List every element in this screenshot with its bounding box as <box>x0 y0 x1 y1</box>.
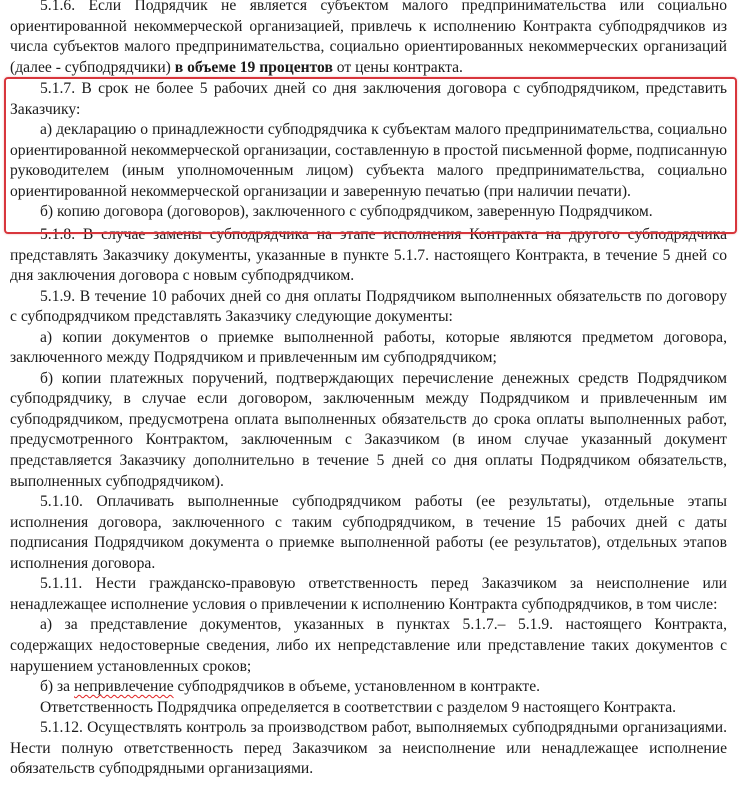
paragraph-5-1-11-a: а) за представление документов, указанных в пунктах 5.1.7.– 5.1.9. настоящего Контракта, содержащих недостоверные сведения, либо их непредставление или представление таких документов с нарушением установленных сроков; <box>10 616 727 675</box>
paragraph-5-1-10: 5.1.10. Оплачивать выполненные субподрядчиком работы (ее результаты), отдельные этапы исполнения договора, заключенного с таким субподрядчиком, в течение 15 рабочих дней с даты подписания Подрядчиком документа о приемке выполненной работы (ее результатов), отдельных этапов исполнения договора. <box>10 493 727 572</box>
paragraph-text: б) за <box>40 678 75 696</box>
paragraph-5-1-9: 5.1.9. В течение 10 рабочих дней со дня оплаты Подрядчиком выполненных обязательств по договору с субподрядчиком представлять Заказчику следующие документы: <box>10 287 727 326</box>
paragraph-text: субподрядчиков в объеме, установленном в контракте. <box>173 678 541 696</box>
paragraph-5-1-9-a: а) копии документов о приемке выполненной работы, которые являются предметом договора, заключенного между Подрядчиком и привлеченным им субподрядчиком; <box>10 328 727 367</box>
paragraph-5-1-8: 5.1.8. В случае замены субподрядчика на этапе исполнения Контракта на другого субподрядчика представлять Заказчику документы, указанные в пункте 5.1.7. настоящего Контракта, в течение 5 дней со дня заключения договора с новым субподрядчиком. <box>10 226 727 285</box>
paragraph-text: от цены контракта. <box>332 58 463 76</box>
paragraph-5-1-7-b: б) копию договора (договоров), заключенного с субподрядчиком, заверенную Подрядчиком. <box>40 203 653 221</box>
paragraph-text: 5.1.6. Если Подрядчик не является субъектом малого предпринимательства или социально ориентированной некоммерческой организацией, привлечь к исполнению Контракта субподрядчиков из числа субъектов малого предпринимательства, социально ориентированных некоммерческих организаций (далее - субподрядчики) <box>10 0 727 76</box>
paragraph-5-1-11-b <box>10 677 727 698</box>
spellcheck-misspelled-word[interactable]: непривлечение <box>74 678 174 696</box>
paragraph-5-1-11: 5.1.11. Нести гражданско-правовую ответственность перед Заказчиком за неисполнение или ненадлежащее исполнение условия о привлечении к исполнению Контракта субподрядчиков, в том числе: <box>10 575 727 613</box>
paragraph-5-1-7: 5.1.7. В срок не более 5 рабочих дней со дня заключения договора с субподрядчиком, представить Заказчику: <box>10 80 727 118</box>
paragraph-5-1-7-a: а) декларацию о принадлежности субподрядчика к субъектам малого предпринимательства, социально ориентированной некоммерческой организации, составленную в простой письменной форме, подписанную руководителем (иным уполномоченным лицом) субъекта малого предпринимательства, социально ориентированной некоммерческой организации и заверенную печатью (при наличии печати). <box>10 121 727 200</box>
paragraph-5-1-12: 5.1.12. Осуществлять контроль за производством работ, выполняемых субподрядными организациями. Нести полную ответственность перед Заказчиком за неисполнение или ненадлежащее исполнение обязательств субподрядными организациями. <box>10 719 727 778</box>
paragraph-5-1-9-b: б) копии платежных поручений, подтверждающих перечисление денежных средств Подрядчиком субподрядчику, в случае если договором, заключенным между Подрядчиком и привлеченным им субподрядчиком, предусмотрена оплата выполненных обязательств до срока оплаты выполненных работ, предусмотренного Контрактом, заключенным с Заказчиком (в ином случае указанный документ представляется Заказчику дополнительно в течение 5 дней со дня оплаты Подрядчиком обязательств, выполненных субподрядчиком). <box>10 369 727 490</box>
document-body <box>10 0 727 780</box>
paragraph-responsibility: Ответственность Подрядчика определяется в соответствии с разделом 9 настоящего Контракта. <box>40 698 677 716</box>
paragraph-5-1-6 <box>10 0 727 78</box>
highlighted-section-5-1-7 <box>10 78 727 223</box>
bold-percentage-text: в объеме 19 процентов <box>174 58 333 76</box>
